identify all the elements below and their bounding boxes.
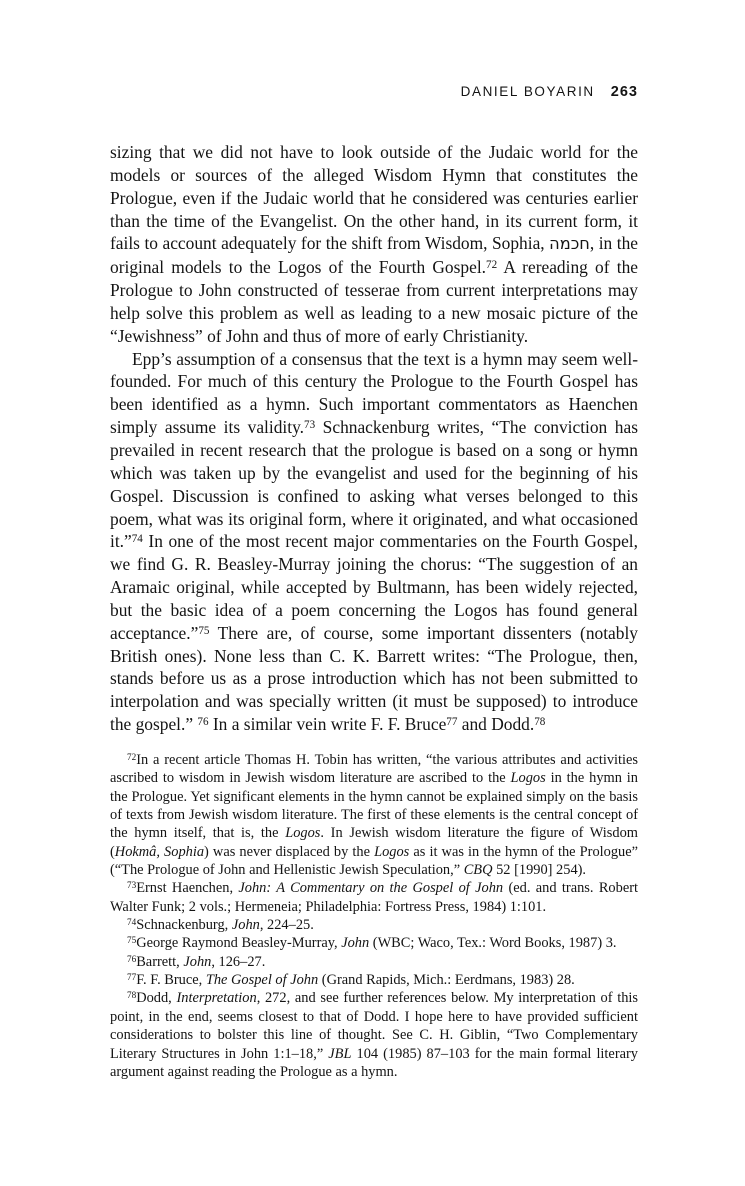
italic-text: CBQ <box>463 862 493 879</box>
italic-text: Interpretation <box>176 990 257 1007</box>
text-run: Ernst Haenchen, <box>136 880 239 897</box>
footnote-marker: 73 <box>304 419 316 432</box>
text-run: George Raymond Beasley-Murray, <box>136 935 342 952</box>
text-run: and Dodd. <box>457 714 535 735</box>
footnote-marker: 78 <box>534 716 546 729</box>
footnote <box>110 934 638 952</box>
paragraph <box>110 348 638 736</box>
footnote <box>110 953 638 971</box>
text-run: , in the original models to the Logos of the Fourth Gospel. <box>110 233 638 278</box>
italic-text: Logos <box>374 843 410 860</box>
italic-text: John: A Commentary on the Gospel of John <box>238 880 504 897</box>
text-run: in the hymn in the Prologue. Yet significant elements in the hymn cannot be explained simply on the basis of texts from Jewish wisdom literature. The first of these elements is the central concept of the hymn itself, that is, the <box>110 770 638 842</box>
text-run: Dodd, <box>136 990 177 1007</box>
footnote-marker: 72 <box>486 259 498 272</box>
text-run: . In Jewish wisdom literature the figure of Wisdom ( <box>110 825 638 860</box>
text-run: (WBC; Waco, Tex.: Word Books, 1987) 3. <box>369 935 617 952</box>
text-run: Barrett, <box>136 953 184 970</box>
text-run: Schnackenburg, <box>136 917 232 934</box>
footnote-marker: 78 <box>127 990 137 1001</box>
author-name: DANIEL BOYARIN <box>460 84 595 99</box>
footnote-marker: 72 <box>127 751 137 762</box>
italic-text: JBL <box>328 1045 352 1062</box>
italic-text: Logos <box>285 825 321 842</box>
text-run: , 224–25. <box>259 917 314 934</box>
footnote-marker: 74 <box>131 533 143 546</box>
text-run: In a similar vein write F. F. Bruce <box>208 714 447 735</box>
footnote-marker: 77 <box>127 971 137 982</box>
footnote <box>110 971 638 989</box>
text-run: Schnackenburg writes, “The conviction has prevailed in recent research that the prologue is based on a song or hymn which was taken up by the evangelist and used for the beginning of his Gospel. Discussion is confined to asking what verses belonged to this poem, what was its original form, where it originated, and what occasioned it.” <box>110 417 638 552</box>
italic-text: Hokmâ, Sophia <box>114 843 205 860</box>
text-run: A rereading of the Prologue to John constructed of tesserae from current interpretations may help solve this problem as well as leading to a new mosaic picture of the “Jewishness” of John and thus of more of early Christianity. <box>110 257 638 346</box>
hebrew-word: חכמה <box>549 234 590 254</box>
footnote <box>110 916 638 934</box>
footnote <box>110 989 638 1081</box>
footnote-marker: 77 <box>446 716 458 729</box>
text-run: 104 (1985) 87–103 for the main formal literary argument against reading the Prologue as a hymn. <box>110 1045 638 1080</box>
footnote-marker: 75 <box>127 935 137 946</box>
footnote <box>110 751 638 879</box>
italic-text: John <box>231 917 260 934</box>
footnote-marker: 76 <box>127 953 137 964</box>
text-run: There are, of course, some important dissenters (notably British ones). None less than C. K. Barrett writes: “The Prologue, then, stands before us as a prose introduction which has not been submitted to interpolation and was specially written (it must be supposed) to introduce the gospel.” <box>110 622 638 735</box>
footnote <box>110 879 638 916</box>
text-run: In a recent article Thomas H. Tobin has written, “the various attributes and activities ascribed to wisdom in Jewish wisdom literature are ascribed to the <box>110 752 638 787</box>
paragraph <box>110 141 638 348</box>
italic-text: John <box>183 953 212 970</box>
body-text <box>110 141 638 736</box>
footnote-marker: 73 <box>127 880 137 891</box>
text-run: F. F. Bruce, <box>136 972 206 989</box>
text-run: Epp’s assumption of a consensus that the text is a hymn may seem well-founded. For much of this century the Prologue to the Fourth Gospel has been identified as a hymn. Such important commentators as Haenchen simply assume its validity. <box>110 348 638 438</box>
text-run: sizing that we did not have to look outside of the Judaic world for the models or sources of the alleged Wisdom Hymn that constitutes the Prologue, even if the Judaic world that he considered was centuries earlier than the time of the Evangelist. On the other hand, in its current form, it fails to account adequately for the shift from Wisdom, Sophia, <box>110 142 638 254</box>
footnotes-section <box>110 751 638 1081</box>
text-run: , 272, and see further references below. My interpretation of this point, in the end, seems closest to that of Dodd. I hope here to have provided sufficient considerations to bolster this line of thought. See C. H. Giblin, “Two Complementary Literary Structures in John 1:1–18,” <box>110 990 638 1062</box>
italic-text: John <box>341 935 370 952</box>
text-run: ) was never displaced by the <box>204 843 375 860</box>
italic-text: The Gospel of John <box>205 972 319 989</box>
text-run: 52 [1990] 254). <box>492 862 587 879</box>
text-run: In one of the most recent major commentaries on the Fourth Gospel, we find G. R. Beasley-Murray joining the chorus: “The suggestion of an Aramaic original, while accepted by Bultmann, has been widely rejected, but the basic idea of a poem concerning the Logos has found general acceptance.” <box>110 531 638 643</box>
italic-text: Logos <box>510 770 546 787</box>
text-run: , 126–27. <box>211 953 266 970</box>
text-run: (Grand Rapids, Mich.: Eerdmans, 1983) 28. <box>318 972 575 989</box>
footnote-marker: 76 <box>197 716 209 729</box>
footnote-marker: 75 <box>198 624 210 637</box>
footnote-marker: 74 <box>127 916 137 927</box>
running-header <box>110 84 638 100</box>
text-run: as it was in the hymn of the Prologue” (“The Prologue of John and Hellenistic Jewish Speculation,” <box>110 843 639 879</box>
text-run: (ed. and trans. Robert Walter Funk; 2 vols.; Hermeneia; Philadelphia: Fortress Press, 1984) 1:101. <box>110 880 638 915</box>
page-number: 263 <box>610 84 638 100</box>
